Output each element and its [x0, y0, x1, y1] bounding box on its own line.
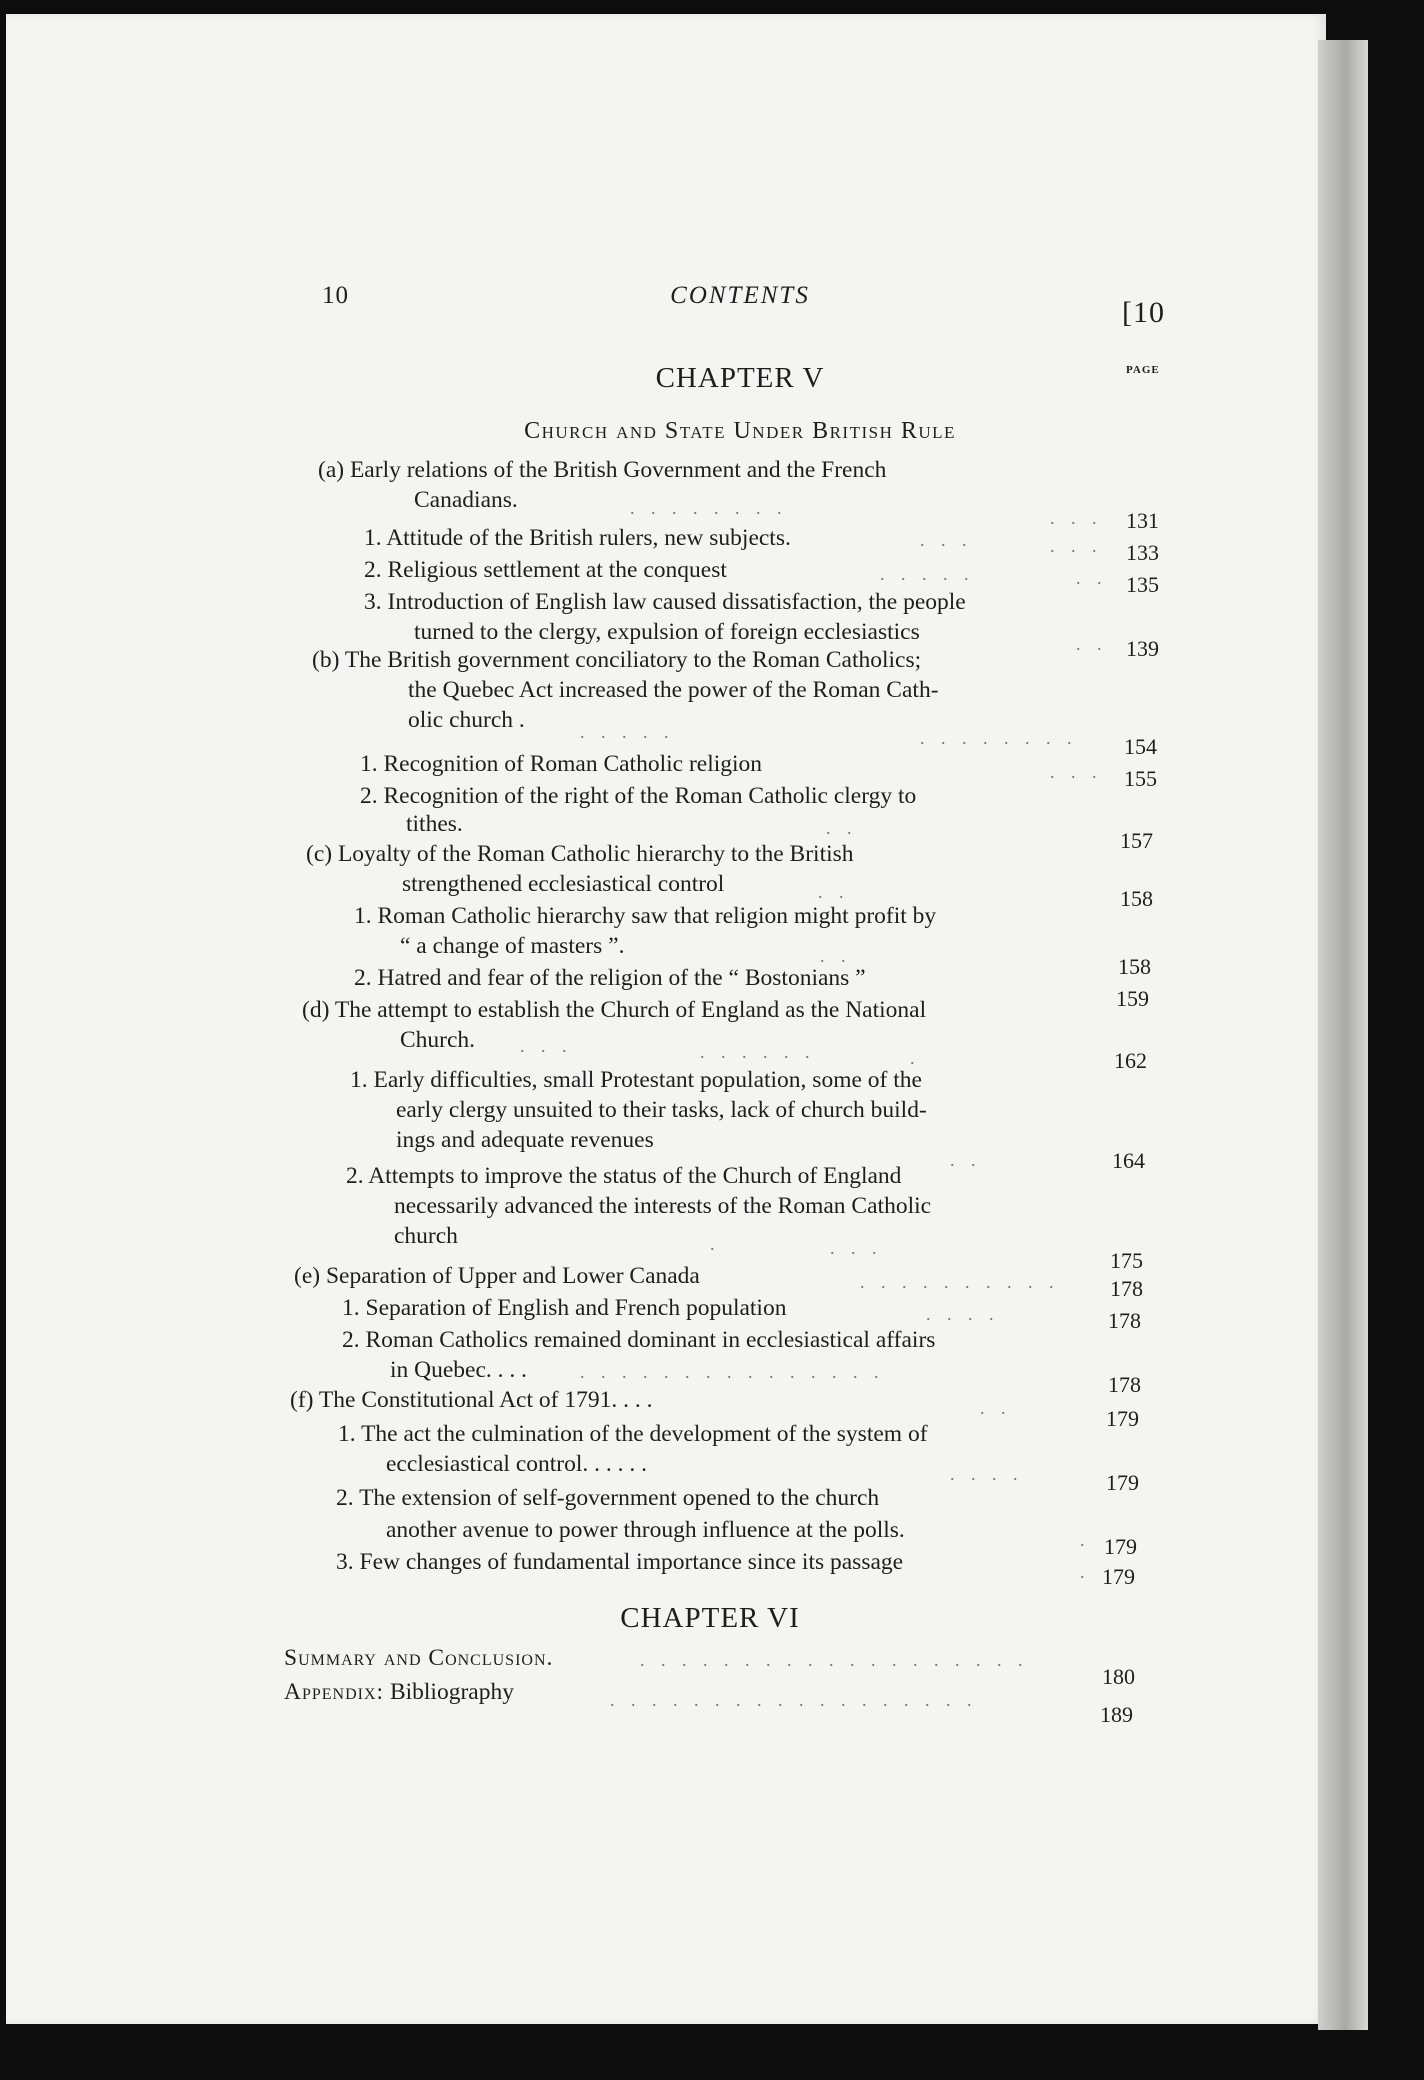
toc-entry-b1: 1. Recognition of Roman Catholic religion: [360, 751, 763, 777]
leader-dots: . .: [1076, 568, 1108, 588]
toc-page-d: 162: [1114, 1048, 1147, 1073]
toc-entry-a-line-1: (a) Early relations of the British Government and the French: [318, 457, 887, 483]
toc-entry-appendix: [284, 1678, 514, 1706]
toc-entry-c-line-2: strengthened ecclesiastical control: [402, 871, 725, 897]
toc-page-f3: 179: [1102, 1564, 1135, 1589]
leader-dots: . . .: [920, 530, 973, 550]
toc-entry-b-line-1: (b) The British government conciliatory to the Roman Catholics;: [312, 647, 922, 673]
toc-entry-c1-line-1: 1. Roman Catholic hierarchy saw that religion might profit by: [354, 903, 937, 929]
running-head-wrap: [0, 282, 1424, 310]
toc-page-a: 131: [1126, 508, 1159, 533]
toc-entry-d2-line-1: 2. Attempts to improve the status of the Church of England: [346, 1163, 902, 1189]
leader-dots: . . . .: [926, 1304, 1000, 1324]
leader-dots: . . . .: [950, 1464, 1024, 1484]
toc-page-f1: 179: [1106, 1470, 1139, 1495]
toc-page-d2: 175: [1110, 1248, 1143, 1273]
leader-dots: . . .: [830, 1238, 883, 1258]
toc-page-summary: 180: [1102, 1664, 1135, 1689]
toc-page-a2: 135: [1126, 572, 1159, 597]
toc-entry-summary: Summary and Conclusion.: [284, 1645, 554, 1671]
leader-dots: . . . . . . . . . . . . . . .: [580, 1362, 885, 1382]
page-edge-shadow: [1318, 40, 1368, 2030]
leader-dots: .: [1080, 1562, 1091, 1582]
toc-page-a1: 133: [1126, 540, 1159, 565]
appendix-title: Bibliography: [384, 1679, 514, 1705]
leader-dots: . . .: [1050, 762, 1103, 782]
toc-page-d1: 164: [1112, 1148, 1145, 1173]
toc-entry-f2-line-1: 2. The extension of self-government opened to the church: [336, 1485, 880, 1511]
folio-right: [10: [1122, 296, 1165, 329]
leader-dots: .: [710, 1234, 721, 1254]
leader-dots: . . . . . . . .: [920, 728, 1078, 748]
toc-entry-f: (f) The Constitutional Act of 1791. . . .: [290, 1387, 653, 1413]
running-head: CONTENTS: [670, 282, 810, 309]
leader-dots: . . .: [520, 1036, 573, 1056]
toc-page-f2: 179: [1104, 1534, 1137, 1559]
toc-entry-d2-line-3: church: [394, 1223, 458, 1249]
toc-entry-f1-line-1: 1. The act the culmination of the development of the system of: [338, 1421, 928, 1447]
toc-entry-b2-line-2: tithes.: [406, 811, 463, 837]
toc-entry-d-line-2: Church.: [400, 1027, 476, 1053]
leader-dots: . .: [950, 1150, 982, 1170]
toc-page-b: 154: [1124, 734, 1157, 759]
leader-dots: . . . . .: [580, 722, 675, 742]
toc-page-f: 179: [1106, 1406, 1139, 1431]
toc-entry-a-line-2: Canadians.: [414, 487, 518, 513]
toc-entry-d1-line-1: 1. Early difficulties, small Protestant population, some of the: [350, 1067, 922, 1093]
toc-entry-d1-line-3: ings and adequate revenues: [396, 1127, 654, 1153]
leader-dots: . .: [818, 882, 850, 902]
toc-entry-d2-line-2: necessarily advanced the interests of the Roman Catholic: [394, 1193, 932, 1219]
toc-entry-a3-line-1: 3. Introduction of English law caused dissatisfaction, the people: [364, 589, 966, 615]
toc-page-e: 178: [1110, 1276, 1143, 1301]
toc-entry-c1-line-2: “ a change of masters ”.: [400, 933, 625, 959]
folio-left: 10: [322, 282, 349, 309]
leader-dots: . .: [820, 946, 852, 966]
leader-dots: . . . . . .: [700, 1042, 816, 1062]
toc-entry-c-line-1: (c) Loyalty of the Roman Catholic hierarchy to the British: [306, 841, 854, 867]
toc-page-e1: 178: [1108, 1308, 1141, 1333]
toc-entry-e1: 1. Separation of English and French population: [342, 1295, 787, 1321]
chapter-v-section-title: Church and State Under British Rule: [524, 418, 956, 444]
leader-dots: . . . . . . . . . .: [860, 1272, 1060, 1292]
toc-entry-a3-line-2: turned to the clergy, expulsion of foreign ecclesiastics: [414, 619, 920, 645]
leader-dots: .: [1080, 1530, 1091, 1550]
leader-dots: . . . . . . . . . . . . . . . . . .: [610, 1690, 978, 1710]
toc-entry-b-line-2: the Quebec Act increased the power of the Roman Cath-: [408, 677, 939, 703]
toc-page-c2: 159: [1116, 986, 1149, 1011]
toc-page-a3: 139: [1126, 636, 1159, 661]
toc-entry-d1-line-2: early clergy unsuited to their tasks, lack of church build-: [396, 1097, 927, 1123]
toc-entry-f1-line-2: ecclesiastical control. . . . . .: [386, 1451, 648, 1477]
toc-page-e2: 178: [1108, 1372, 1141, 1397]
leader-dots: . .: [980, 1398, 1012, 1418]
toc-page-b2: 157: [1120, 828, 1153, 853]
leader-dots: . .: [1076, 634, 1108, 654]
toc-entry-c2: 2. Hatred and fear of the religion of the “ Bostonians ”: [354, 965, 866, 991]
toc-entry-b-line-3: olic church .: [408, 707, 525, 733]
toc-page-b1: 155: [1124, 766, 1157, 791]
leader-dots: . . . . . . . .: [630, 498, 788, 518]
leader-dots: . . .: [1050, 536, 1103, 556]
toc-entry-f2-line-2: another avenue to power through influence at the polls.: [386, 1517, 905, 1543]
page-column-label: PAGE: [1126, 364, 1160, 376]
chapter-vi-title: CHAPTER VI: [620, 1602, 800, 1634]
leader-dots: . . . . . . . . . . . . . . . . . . .: [640, 1650, 1029, 1670]
toc-entry-a1: 1. Attitude of the British rulers, new subjects.: [364, 525, 791, 551]
toc-entry-e2-line-1: 2. Roman Catholics remained dominant in ecclesiastical affairs: [342, 1327, 936, 1353]
leader-dots: . .: [826, 818, 858, 838]
toc-page-c1: 158: [1118, 954, 1151, 979]
toc-entry-b2-line-1: 2. Recognition of the right of the Roman Catholic clergy to: [360, 783, 917, 809]
toc-page-appendix: 189: [1100, 1702, 1133, 1727]
appendix-label: Appendix:: [284, 1679, 385, 1705]
toc-page-c: 158: [1120, 886, 1153, 911]
leader-dots: .: [910, 1048, 921, 1068]
chapter-v-title: CHAPTER V: [655, 362, 825, 394]
toc-entry-d-line-1: (d) The attempt to establish the Church of England as the National: [302, 997, 927, 1023]
toc-entry-a2: 2. Religious settlement at the conquest: [364, 557, 727, 583]
leader-dots: . . .: [1050, 508, 1103, 528]
toc-entry-f3: 3. Few changes of fundamental importance since its passage: [336, 1549, 904, 1575]
leader-dots: . . . . .: [880, 564, 975, 584]
toc-entry-e: (e) Separation of Upper and Lower Canada: [294, 1263, 700, 1289]
toc-entry-e2-line-2: in Quebec. . . .: [390, 1357, 528, 1383]
